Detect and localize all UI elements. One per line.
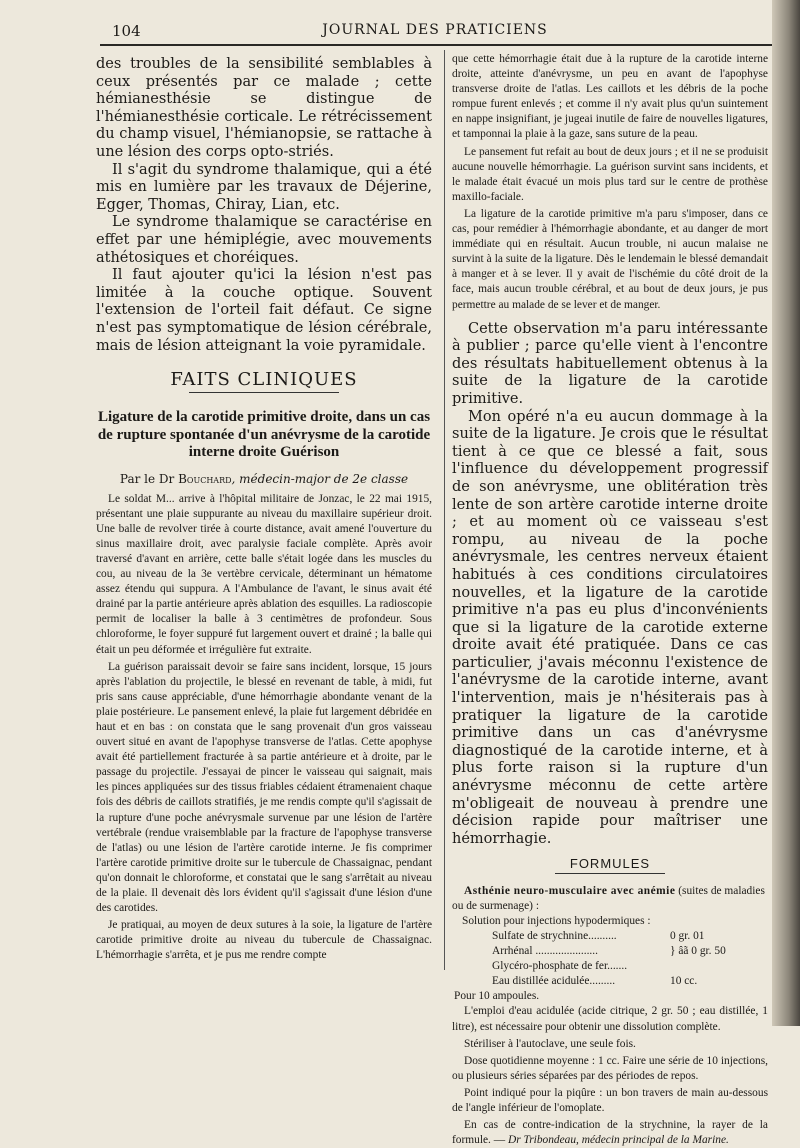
- formula-heading: [452, 884, 768, 914]
- paragraph: Le pansement fut refait au bout de deux jours ; et il ne se produisit aucune nouvelle hémorrhagie. La guérison survint sans incidents, et le malade était évacué un mois plus tard sur le centre de prothèse maxillo-faciale.: [452, 145, 768, 203]
- ingredient-qty: 10 cc.: [670, 975, 698, 988]
- paragraph: La guérison paraissait devoir se faire sans incident, lorsque, 15 jours après l'ablation du projectile, le blessé en revenant de table, à midi, fut pris sans cause appréciable, d'une hémorrhagie abondante venant de la plaie postérieure. Le pansement enlevé, la plaie fut largement débridée en haut et en bas : on constata que le sang provenait d'un gros vaisseau ouvert situé en avant de l'apophyse transverse de l'atlas. Cette apophyse avait été partiellement fracturée à sa partie antérieure et à droite, par le passage du projectile. J'essayai de pincer le vaisseau qui saignait, mais les pinces appliquées sur des tissus friables cédaient étramenaient chaque fois des débris de caillots stratifiés, je me rendis compte qu'il s'agissait de la rupture d'une poche anévrysmale survenue par une lésion de l'artère vertébrale (rendue vraisemblable par la fracture de l'apophyse transverse de l'atlas) ou une lésion de l'artère carotide interne. Je fis comprimer l'artère carotide primitive droite sur le tubercule de Chassaignac, pendant qu'on donnait le chloroforme, et constatai que le sang s'arrêtait au niveau de la plaie. Il devenait dès lors évident qu'il s'agissait d'une lésion d'une des carotides.: [96, 660, 432, 915]
- paragraph: des troubles de la sensibilité semblables à ceux présentés par ce malade ; cette hémianesthésie se distingue de l'hémianesthésie corticale. Le rétrécissement du champ visuel, l'hémianopsie, se rattache à une lésion des corps opto-striés.: [96, 56, 432, 160]
- formula-pour: Pour 10 ampoules.: [454, 990, 540, 1003]
- journal-title: JOURNAL DES PRATICIENS: [322, 22, 548, 38]
- byline-role: , médecin-major de 2e classe: [231, 471, 409, 486]
- ingredient-qty: } âã 0 gr. 50: [670, 945, 726, 958]
- formula-heading-bold: Asthénie neuro-musculaire avec anémie: [464, 885, 676, 898]
- byline-author: Bouchard: [178, 471, 232, 486]
- left-column: [96, 56, 432, 964]
- paragraph: Stériliser à l'autoclave, une seule fois.: [464, 1037, 636, 1050]
- formula-signature: Dr Tribondeau, médecin principal de la Marine.: [508, 1134, 729, 1147]
- ingredient-row: [452, 929, 742, 944]
- paragraph: Point indiqué pour la piqûre : un bon travers de main au-dessous de l'angle inférieur de l'omoplate.: [452, 1086, 768, 1114]
- paragraph: La ligature de la carotide primitive m'a paru s'imposer, dans ce cas, pour remédier à l'hémorrhagie abondante, et au danger de mort immédiate qui en résultait. Aucun trouble, ni aucun malaise ne survint à la suite de la ligature. Dès le lendemain le blessé demandait à manger et à se lever. Il y avait de l'ischémie du côté droit de la face, mais aucun trouble cérébral, et au bout de deux jours, je pus permettre au malade de se lever et de manger.: [452, 207, 768, 311]
- paragraph: que cette hémorrhagie était due à la rupture de la carotide interne droite, atteinte d'anévrysme, un peu en avant de l'apophyse transverse droite de l'atlas. Les caillots et les débris de la poche rompue furent enlevés ; et comme il n'y avait plus qu'un suintement en nappe insignifiant, je jugeai inutile de faire de nouvelles ligatures, et tamponnai la plaie à la gaze, sans suture de la peau.: [452, 53, 768, 141]
- paragraph: Mon opéré n'a eu aucun dommage à la suite de la ligature. Je crois que le résultat tient à ce que ce blessé a fait, sous l'influence du développement progressif de son anévrysme, une oblitération très lente de son artère carotide interne droite ; et au moment où ce vaisseau s'est rompu, au niveau de la poche anévrysmale, les centres nerveux étaient habitués à ces conditions circulatoires nouvelles, et la ligature de la carotide primitive n'a pas eu plus d'inconvénients que si la ligature de la carotide externe droite avait été pratiquée. Dans ce cas particulier, j'avais méconnu l'existence de l'anévrysme de la carotide interne, avant l'intervention, mais je n'hésiterais pas à pratiquer la ligature de la carotide primitive dans un cas d'anévrysme diagnostiqué de la carotide interne, et à plus forte raison si la rupture d'un anévrysme méconnu de cette artère m'obligeait de nouveau à prendre une décision rapide pour maîtriser une hémorrhagie.: [452, 408, 768, 847]
- page-binding-edge: [772, 0, 800, 1026]
- paragraph: Dose quotidienne moyenne : 1 cc. Faire une série de 10 injections, ou plusieurs séries séparées par des périodes de repos.: [452, 1054, 768, 1082]
- formules-title: FORMULES: [569, 856, 651, 872]
- paragraph: Le syndrome thalamique se caractérise en effet par une hémiplégie, avec mouvements athétosiques et choréiques.: [96, 214, 432, 266]
- ingredient-row: [452, 959, 742, 974]
- article-title: Ligature de la carotide primitive droite, dans un cas de rupture spontanée d'un anévrysme de la carotide interne droite Guérison: [97, 409, 431, 461]
- header-rule: [100, 44, 780, 46]
- ingredient-row: [452, 974, 742, 989]
- paragraph: Cette observation m'a paru intéressante à publier ; parce qu'elle vient à l'encontre des résultats habituellement obtenus à la suite de la ligature de la carotide primitive.: [452, 320, 768, 407]
- section-title: FAITS CLINIQUES: [170, 369, 358, 391]
- ingredient-qty: 0 gr. 01: [670, 930, 705, 943]
- right-column: [452, 52, 768, 1148]
- paragraph: Le soldat M... arrive à l'hôpital militaire de Jonzac, le 22 mai 1915, présentant une plaie suppurante au niveau du maxillaire supérieur droit. Une balle de revolver tirée à courte distance, avait amené l'ouverture du sinus maxillaire droit, avec paralysie faciale complète. Après avoir traversé d'avant en arrière, cette balle s'était logée dans les muscles du cou, au niveau de la 3e vertèbre cervicale, déterminant un hématome assez étendu qui suppura. A l'Ambulance de l'avant, le sinus avait été drainé par la partie antérieure après ablation des esquilles. La radioscopie permit de localiser la balle à 3 centimètres de profondeur. Sous chloroforme, le foyer suppuré fut largement ouvert et drainé ; la balle qui était un peu déformée et irrégulière fut extraite.: [96, 492, 432, 656]
- formules-rule: [555, 873, 665, 874]
- ingredient-row: [452, 944, 742, 959]
- paragraph: Il faut ajouter qu'ici la lésion n'est pas limitée à la couche optique. Souvent l'extension de l'orteil fait défaut. Ce signe n'est pas symptomatique de lésion cérébrale, mais de lésion atteignant la voie pyramidale.: [96, 267, 432, 354]
- paragraph: [452, 1118, 768, 1148]
- ingredient-name: Sulfate de strychnine..........: [492, 930, 617, 943]
- ingredient-qty: [670, 959, 742, 974]
- paragraph: L'emploi d'eau acidulée (acide citrique, 2 gr. 50 ; eau distillée, 1 litre), est nécessaire pour obtenir une dissolution complète.: [452, 1005, 768, 1033]
- ingredient-name: Arrhénal ......................: [492, 945, 598, 958]
- paragraph: Je pratiquai, au moyen de deux sutures à la soie, la ligature de l'artère carotide primitive droite au niveau du tubercule de Chassaignac. L'hémorrhagie s'arrêta, et je pus me rendre compte: [96, 919, 432, 962]
- section-rule: [189, 392, 339, 393]
- ingredient-name: Eau distillée acidulée.........: [492, 975, 616, 988]
- page-header: [100, 22, 770, 44]
- byline-prefix: Par le Dr: [119, 471, 175, 486]
- paragraph: Il s'agit du syndrome thalamique, qui a été mis en lumière par les travaux de Déjerine, Egger, Thomas, Chiray, Lian, etc.: [96, 161, 432, 213]
- byline: [96, 472, 432, 486]
- column-divider: [444, 50, 445, 970]
- formula-heading-rest: (suites de maladies ou de surmenage) :: [452, 885, 765, 913]
- formula-closing: En cas de contre-indication de la strychnine, la rayer de la formule. —: [452, 1119, 768, 1147]
- page-number: 104: [112, 22, 141, 40]
- formula-solution: Solution pour injections hypodermiques :: [462, 915, 651, 928]
- ingredient-name: Glycéro-phosphate de fer.......: [492, 960, 628, 973]
